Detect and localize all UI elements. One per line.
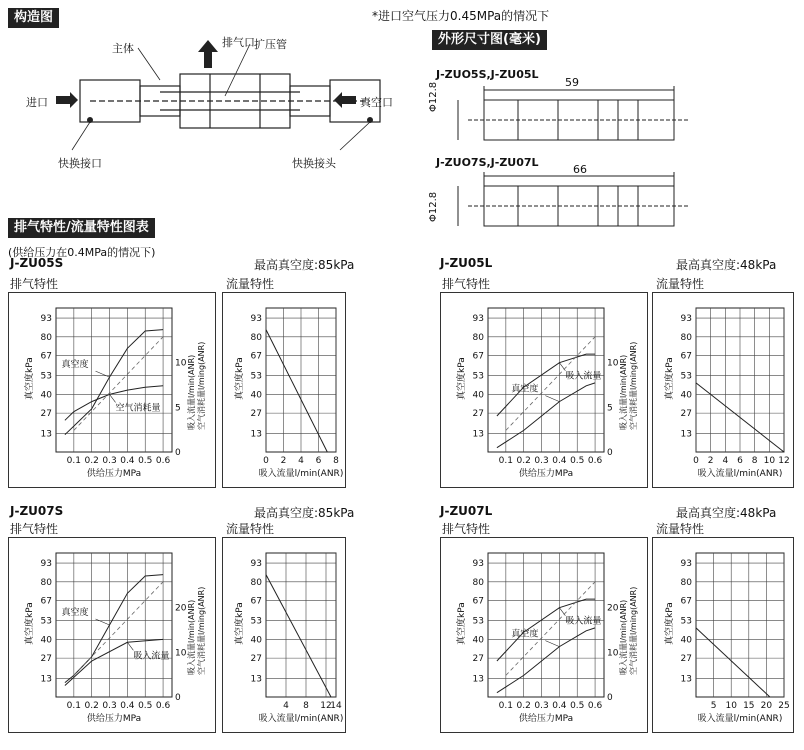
- y-tick-label: 67: [680, 596, 692, 607]
- x-tick-label: 0.1: [498, 456, 514, 466]
- x-tick-label: 20: [760, 701, 773, 711]
- dim-dia-2: Φ12.8: [428, 191, 439, 222]
- y-tick-label: 93: [680, 314, 692, 325]
- x-tick-label: 0.5: [138, 701, 153, 711]
- y-tick-label: 67: [250, 596, 262, 607]
- x-axis-label: 供给压力MPa: [86, 469, 142, 479]
- y-tick-label: 80: [680, 332, 692, 343]
- y-tick-label: 40: [472, 635, 484, 646]
- x-axis-label: 供给压力MPa: [518, 469, 574, 479]
- y-tick-label: 40: [40, 635, 52, 646]
- x-tick-label: 5: [710, 701, 717, 711]
- y-tick-label: 53: [680, 616, 692, 627]
- exh-title-4: 排气特性: [442, 522, 491, 536]
- y-tick-label: 93: [250, 314, 262, 325]
- y-tick-label: 27: [680, 654, 692, 665]
- x-tick-label: 0.3: [102, 701, 117, 711]
- y-tick-label: 27: [472, 654, 484, 665]
- y-tick-label: 80: [250, 577, 262, 588]
- y-tick-label: 13: [680, 429, 692, 440]
- y-tick-label: 93: [472, 559, 484, 570]
- dim-model-2: J-ZUO7S,J-ZU07L: [436, 156, 539, 169]
- x-tick-label: 0.5: [570, 456, 585, 466]
- series-label: 真空度: [511, 384, 539, 395]
- y2-axis-label-1: 吸入流量l/min(ANR): [187, 599, 196, 675]
- y-tick-label: 53: [250, 616, 262, 627]
- model-title-07l: J-ZU07L: [440, 504, 493, 518]
- y-tick-label: 13: [40, 429, 52, 440]
- y2-axis-label-1: 吸入流量l/min(ANR): [619, 354, 628, 430]
- x-tick-label: 12: [778, 456, 790, 466]
- x-tick-label: 10: [763, 456, 776, 466]
- y-tick-label: 53: [472, 616, 484, 627]
- series-label: 真空度: [61, 608, 89, 618]
- y-tick-label: 53: [250, 371, 262, 382]
- x-tick-label: 0.4: [552, 456, 567, 466]
- exh-title-2: 排气特性: [442, 277, 491, 291]
- series-label: 吸入流量: [133, 651, 170, 662]
- y-tick-label: 40: [680, 635, 692, 646]
- y2-tick-label: 0: [607, 693, 613, 703]
- y-tick-label: 13: [250, 674, 262, 685]
- x-tick-label: 2: [280, 456, 287, 466]
- chart-05l-flow: [652, 292, 794, 488]
- y-tick-label: 80: [472, 332, 484, 343]
- x-tick-label: 4: [722, 456, 729, 466]
- y-axis-label: 真空度kPa: [235, 602, 245, 645]
- y-tick-label: 27: [40, 409, 52, 420]
- x-tick-label: 25: [778, 701, 790, 711]
- label-main-body: 主体: [112, 42, 134, 55]
- x-axis-label: 供给压力MPa: [518, 714, 574, 724]
- x-tick-label: 15: [743, 701, 755, 711]
- y-tick-label: 53: [472, 371, 484, 382]
- x-tick-label: 0.2: [84, 701, 99, 711]
- x-tick-label: 0.5: [138, 456, 153, 466]
- x-axis-label: 吸入流量l/min(ANR): [697, 469, 783, 479]
- y2-tick-label: 0: [607, 448, 613, 458]
- y-axis-label: 真空度kPa: [235, 357, 245, 400]
- dim-drawing-2: [448, 170, 688, 230]
- flow-title-1: 流量特性: [226, 277, 275, 291]
- x-tick-label: 14: [330, 701, 342, 711]
- x-tick-label: 12: [320, 701, 332, 711]
- y2-axis-label-2: 空气消耗量l/ming(ANR): [629, 341, 638, 430]
- chart-07l-flow: [652, 537, 794, 733]
- y-tick-label: 27: [40, 654, 52, 665]
- flow-title-3: 流量特性: [226, 522, 275, 536]
- y-axis-label: 真空度kPa: [665, 357, 675, 400]
- x-tick-label: 0.3: [102, 456, 117, 466]
- x-axis-label: 供给压力MPa: [86, 714, 142, 724]
- x-tick-label: 0.2: [516, 456, 531, 466]
- y-tick-label: 93: [40, 559, 52, 570]
- y-tick-label: 27: [250, 409, 262, 420]
- y-tick-label: 93: [680, 559, 692, 570]
- y2-axis-label-2: 空气消耗量l/ming(ANR): [629, 586, 638, 675]
- x-tick-label: 0.4: [120, 456, 135, 466]
- x-tick-label: 4: [298, 456, 304, 466]
- x-tick-label: 8: [333, 456, 339, 466]
- y2-axis-label-1: 吸入流量l/min(ANR): [187, 354, 196, 430]
- x-tick-label: 0.3: [534, 701, 549, 711]
- chart-07s-flow: [222, 537, 346, 733]
- x-tick-label: 2: [707, 456, 714, 466]
- y2-tick-label: 10: [175, 648, 187, 659]
- supply-note: (供给压力在0.4MPa的情况下): [8, 246, 156, 259]
- y-tick-label: 53: [40, 371, 52, 382]
- y-tick-label: 13: [472, 429, 484, 440]
- y-tick-label: 93: [250, 559, 262, 570]
- y-axis-label: 真空度kPa: [25, 357, 35, 400]
- y-tick-label: 67: [472, 351, 484, 362]
- y-tick-label: 67: [680, 351, 692, 362]
- x-tick-label: 0: [693, 456, 699, 466]
- max-vac-05s: 最高真空度:85kPa: [254, 258, 355, 272]
- y2-tick-label: 10: [175, 358, 187, 369]
- dim-dia-1: Φ12.8: [428, 81, 439, 112]
- dim-length-2: 66: [573, 163, 587, 176]
- max-vac-05l: 最高真空度:48kPa: [676, 258, 777, 272]
- label-exhaust: 排气口: [222, 36, 255, 49]
- y-tick-label: 93: [40, 314, 52, 325]
- x-tick-label: 0.6: [587, 701, 603, 711]
- y-axis-label: 真空度kPa: [457, 357, 467, 400]
- y-tick-label: 40: [680, 390, 692, 401]
- y2-tick-label: 10: [607, 358, 619, 369]
- y2-tick-label: 5: [175, 403, 181, 414]
- x-tick-label: 0.5: [570, 701, 585, 711]
- y-tick-label: 93: [472, 314, 484, 325]
- x-tick-label: 0.1: [498, 701, 514, 711]
- y-tick-label: 53: [40, 616, 52, 627]
- y-tick-label: 80: [680, 577, 692, 588]
- label-quick-joint: 快换接头: [292, 157, 336, 170]
- y2-tick-label: 20: [175, 603, 187, 614]
- y2-axis-label-2: 空气消耗量l/ming(ANR): [197, 341, 206, 430]
- y-axis-label: 真空度kPa: [665, 602, 675, 645]
- y-tick-label: 27: [680, 409, 692, 420]
- y-tick-label: 40: [40, 390, 52, 401]
- y-tick-label: 67: [250, 351, 262, 362]
- y-tick-label: 80: [250, 332, 262, 343]
- y-tick-label: 13: [250, 429, 262, 440]
- x-tick-label: 0.2: [516, 701, 531, 711]
- x-tick-label: 0.6: [587, 456, 603, 466]
- flow-title-4: 流量特性: [656, 522, 705, 536]
- x-tick-label: 0.3: [534, 456, 549, 466]
- chart-07l-exhaust: [440, 537, 648, 733]
- y-tick-label: 67: [472, 596, 484, 607]
- model-title-07s: J-ZU07S: [10, 504, 64, 518]
- y-axis-label: 真空度kPa: [457, 602, 467, 645]
- x-tick-label: 0.4: [120, 701, 135, 711]
- y-tick-label: 80: [40, 577, 52, 588]
- model-title-05l: J-ZU05L: [440, 256, 493, 270]
- exh-title-3: 排气特性: [10, 522, 59, 536]
- x-tick-label: 0.4: [552, 701, 567, 711]
- y2-tick-label: 10: [607, 648, 619, 659]
- exh-title-1: 排气特性: [10, 277, 59, 291]
- label-inlet: 进口: [26, 96, 48, 109]
- x-tick-label: 6: [315, 456, 322, 466]
- y-tick-label: 80: [472, 577, 484, 588]
- max-vac-07l: 最高真空度:48kPa: [676, 506, 777, 520]
- chart-05s-flow: [222, 292, 346, 488]
- section-characteristics: 排气特性/流量特性图表: [8, 218, 155, 238]
- y-tick-label: 40: [250, 390, 262, 401]
- y-tick-label: 13: [472, 674, 484, 685]
- series-label: 真空度: [511, 629, 539, 640]
- y-tick-label: 40: [250, 635, 262, 646]
- y-tick-label: 13: [40, 674, 52, 685]
- y2-tick-label: 0: [175, 693, 181, 703]
- chart-05s-exhaust: [8, 292, 216, 488]
- chart-05l-exhaust: [440, 292, 648, 488]
- y-tick-label: 27: [250, 654, 262, 665]
- x-tick-label: 6: [737, 456, 743, 466]
- y-axis-label: 真空度kPa: [25, 602, 35, 645]
- series-label: 吸入流量: [565, 371, 602, 382]
- x-tick-label: 4: [283, 701, 289, 711]
- label-diffuser: 扩压管: [254, 38, 287, 51]
- y-tick-label: 80: [40, 332, 52, 343]
- dim-length-1: 59: [565, 76, 579, 89]
- y2-tick-label: 5: [607, 403, 613, 414]
- y-tick-label: 13: [680, 674, 692, 685]
- model-title-05s: J-ZU05S: [10, 256, 64, 270]
- series-label: 空气消耗量: [115, 403, 161, 414]
- x-tick-label: 10: [725, 701, 737, 711]
- series-label: 真空度: [61, 360, 89, 371]
- y2-tick-label: 20: [607, 603, 619, 614]
- y2-axis-label-2: 空气消耗量l/ming(ANR): [197, 586, 206, 675]
- x-tick-label: 0.1: [66, 456, 82, 466]
- pressure-note: *进口空气压力0.45MPa的情况下: [372, 9, 550, 23]
- series-label: 吸入流量: [565, 616, 602, 627]
- x-tick-label: 0.2: [84, 456, 99, 466]
- y-tick-label: 67: [40, 596, 52, 607]
- x-tick-label: 0: [263, 456, 269, 466]
- dim-model-1: J-ZUO5S,J-ZU05L: [436, 68, 539, 81]
- label-quick-port: 快换接口: [58, 157, 102, 170]
- max-vac-07s: 最高真空度:85kPa: [254, 506, 355, 520]
- y-tick-label: 67: [40, 351, 52, 362]
- x-axis-label: 吸入流量l/min(ANR): [258, 714, 344, 724]
- x-tick-label: 0.6: [155, 701, 171, 711]
- y2-tick-label: 0: [175, 448, 181, 458]
- dim-drawing-1: [448, 84, 688, 144]
- section-dimensions: 外形尺寸图(毫米): [432, 30, 547, 50]
- x-tick-label: 8: [303, 701, 309, 711]
- x-tick-label: 8: [751, 456, 758, 466]
- chart-07s-exhaust: [8, 537, 216, 733]
- section-structure: 构造图: [8, 8, 59, 28]
- y-tick-label: 40: [472, 390, 484, 401]
- flow-title-2: 流量特性: [656, 277, 705, 291]
- label-vacuum-port: 真空口: [360, 96, 393, 109]
- x-axis-label: 吸入流量l/min(ANR): [697, 714, 783, 724]
- y-tick-label: 27: [472, 409, 484, 420]
- x-tick-label: 0.6: [155, 456, 171, 466]
- y-tick-label: 53: [680, 371, 692, 382]
- x-tick-label: 0.1: [66, 701, 82, 711]
- x-axis-label: 吸入流量l/min(ANR): [258, 469, 344, 479]
- y2-axis-label-1: 吸入流量l/min(ANR): [619, 599, 628, 675]
